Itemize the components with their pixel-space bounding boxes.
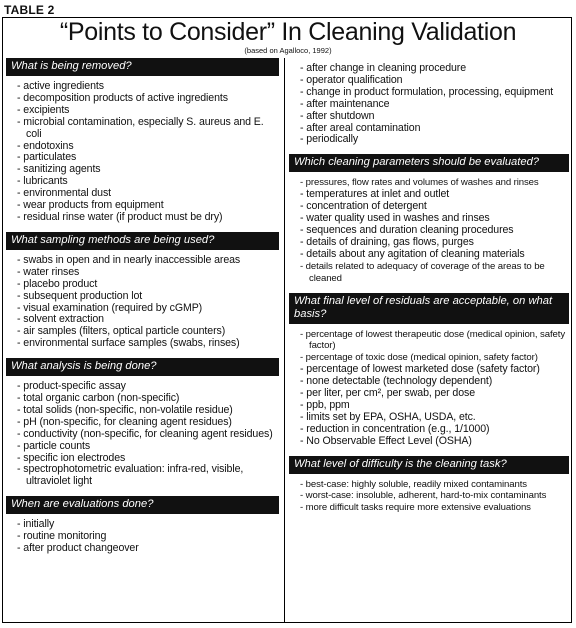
list-item: - periodically bbox=[300, 133, 359, 146]
item-list bbox=[6, 514, 279, 555]
section-what-sampling-methods-are-being-used bbox=[6, 232, 279, 350]
item-list bbox=[289, 172, 569, 284]
item-list bbox=[6, 76, 279, 224]
list-item: - percentage of toxic dose (medical opinion, safety factor) bbox=[300, 352, 538, 364]
list-item: - sanitizing agents bbox=[17, 163, 101, 176]
section-heading: What analysis is being done? bbox=[6, 358, 279, 376]
list-item: - microbial contamination, especially S. aureus and E. coli bbox=[17, 115, 264, 140]
left-column bbox=[6, 58, 279, 555]
list-item: - routine monitoring bbox=[17, 530, 107, 543]
list-item: - decomposition products of active ingredients bbox=[17, 91, 228, 104]
list-item: - endotoxins bbox=[17, 139, 74, 152]
item-list bbox=[6, 250, 279, 350]
section-heading: Which cleaning parameters should be evaluated? bbox=[289, 154, 569, 172]
list-item: - after shutdown bbox=[300, 109, 375, 122]
list-item: - visual examination (required by cGMP) bbox=[17, 301, 203, 314]
list-item: - particulates bbox=[17, 151, 77, 164]
section-heading: What level of difficulty is the cleaning task? bbox=[289, 456, 569, 474]
list-item: - lubricants bbox=[17, 175, 68, 188]
right-column bbox=[289, 58, 569, 514]
list-item: - sequences and duration cleaning procedures bbox=[300, 223, 514, 236]
list-item: - product-specific assay bbox=[17, 380, 126, 393]
list-item: - percentage of lowest therapeutic dose (medical opinion, safety factor) bbox=[300, 328, 566, 352]
list-item: - concentration of detergent bbox=[300, 200, 427, 213]
page-title: “Points to Consider” In Cleaning Validation bbox=[59, 18, 517, 46]
list-item: - more difficult tasks require more extensive evaluations bbox=[300, 502, 531, 514]
section-what-analysis-is-being-done bbox=[6, 358, 279, 488]
list-item: - water quality used in washes and rinses bbox=[300, 212, 490, 225]
list-item: - temperatures at inlet and outlet bbox=[300, 188, 450, 201]
list-item: - none detectable (technology dependent) bbox=[300, 375, 493, 388]
list-item: - subsequent production lot bbox=[17, 289, 143, 302]
list-item: - ppb, ppm bbox=[300, 398, 350, 411]
column-divider bbox=[284, 58, 285, 622]
list-item: - air samples (filters, optical particle counters) bbox=[17, 325, 226, 338]
list-item: - active ingredients bbox=[17, 80, 104, 92]
section-heading: What sampling methods are being used? bbox=[6, 232, 279, 250]
list-item: - percentage of lowest marketed dose (safety factor) bbox=[300, 363, 540, 376]
list-item: - pressures, flow rates and volumes of washes and rinses bbox=[300, 177, 539, 189]
list-item: - particle counts bbox=[17, 439, 91, 452]
section-when-are-evaluations-done bbox=[6, 496, 279, 555]
right-intro-list bbox=[289, 58, 569, 146]
section-what-is-being-removed bbox=[6, 58, 279, 224]
list-item: - water rinses bbox=[17, 265, 80, 278]
section-what-level-of-difficulty-is-the-cleaning bbox=[289, 456, 569, 515]
list-item: - details related to adequacy of coverage of the areas to be cleaned bbox=[300, 260, 545, 284]
list-item: - swabs in open and in nearly inaccessible areas bbox=[17, 253, 241, 266]
section-heading: What is being removed? bbox=[6, 58, 279, 76]
list-item: - worst-case: insoluble, adherent, hard-to-mix contaminants bbox=[300, 490, 547, 502]
list-item: - change in product formulation, processing, equipment bbox=[300, 85, 554, 98]
page-subtitle: (based on Agalloco, 1992) bbox=[244, 46, 332, 55]
item-list bbox=[289, 324, 569, 448]
item-list bbox=[289, 474, 569, 515]
list-item: - reduction in concentration (e.g., 1/1000) bbox=[300, 422, 490, 435]
list-item: - pH (non-specific, for cleaning agent residues) bbox=[17, 415, 232, 428]
list-item: - specific ion electrodes bbox=[17, 451, 126, 464]
section-what-final-level-of-residuals-are-accept bbox=[289, 293, 569, 448]
section-which-cleaning-parameters-should-be-eval bbox=[289, 154, 569, 284]
list-item: - details of draining, gas flows, purges bbox=[300, 235, 474, 248]
list-item: - initially bbox=[17, 518, 55, 531]
section-heading: What final level of residuals are acceptable, on what basis? bbox=[289, 293, 569, 324]
section-heading: When are evaluations done? bbox=[6, 496, 279, 514]
list-item: - spectrophotometric evaluation: infra-red, visible, ultraviolet light bbox=[17, 463, 244, 488]
item-list bbox=[6, 376, 279, 488]
list-item: - after areal contamination bbox=[300, 121, 421, 134]
list-item: - environmental surface samples (swabs, rinses) bbox=[17, 337, 240, 350]
list-item: - total organic carbon (non-specific) bbox=[17, 392, 180, 405]
list-item: - residual rinse water (if product must be dry) bbox=[17, 210, 223, 223]
table-label: TABLE 2 bbox=[4, 3, 55, 17]
list-item: - limits set by EPA, OSHA, USDA, etc. bbox=[300, 410, 476, 423]
list-item: - total solids (non-specific, non-volatile residue) bbox=[17, 403, 233, 416]
list-item: - after maintenance bbox=[300, 97, 390, 110]
list-item: - wear products from equipment bbox=[17, 199, 164, 212]
list-item: - solvent extraction bbox=[17, 313, 104, 326]
list-item: - after change in cleaning procedure bbox=[300, 62, 467, 74]
list-item: - environmental dust bbox=[17, 187, 111, 200]
list-item: - placebo product bbox=[17, 277, 98, 290]
list-item: - No Observable Effect Level (OSHA) bbox=[300, 434, 472, 447]
list-item: - best-case: highly soluble, readily mixed contaminants bbox=[300, 478, 527, 490]
list-item: - excipients bbox=[17, 103, 70, 116]
list-item: - per liter, per cm², per swab, per dose bbox=[300, 387, 475, 400]
list-item: - conductivity (non-specific, for cleaning agent residues) bbox=[17, 427, 273, 440]
list-item: - details about any agitation of cleaning materials bbox=[300, 247, 525, 260]
list-item: - operator qualification bbox=[300, 73, 403, 86]
list-item: - after product changeover bbox=[17, 542, 139, 555]
